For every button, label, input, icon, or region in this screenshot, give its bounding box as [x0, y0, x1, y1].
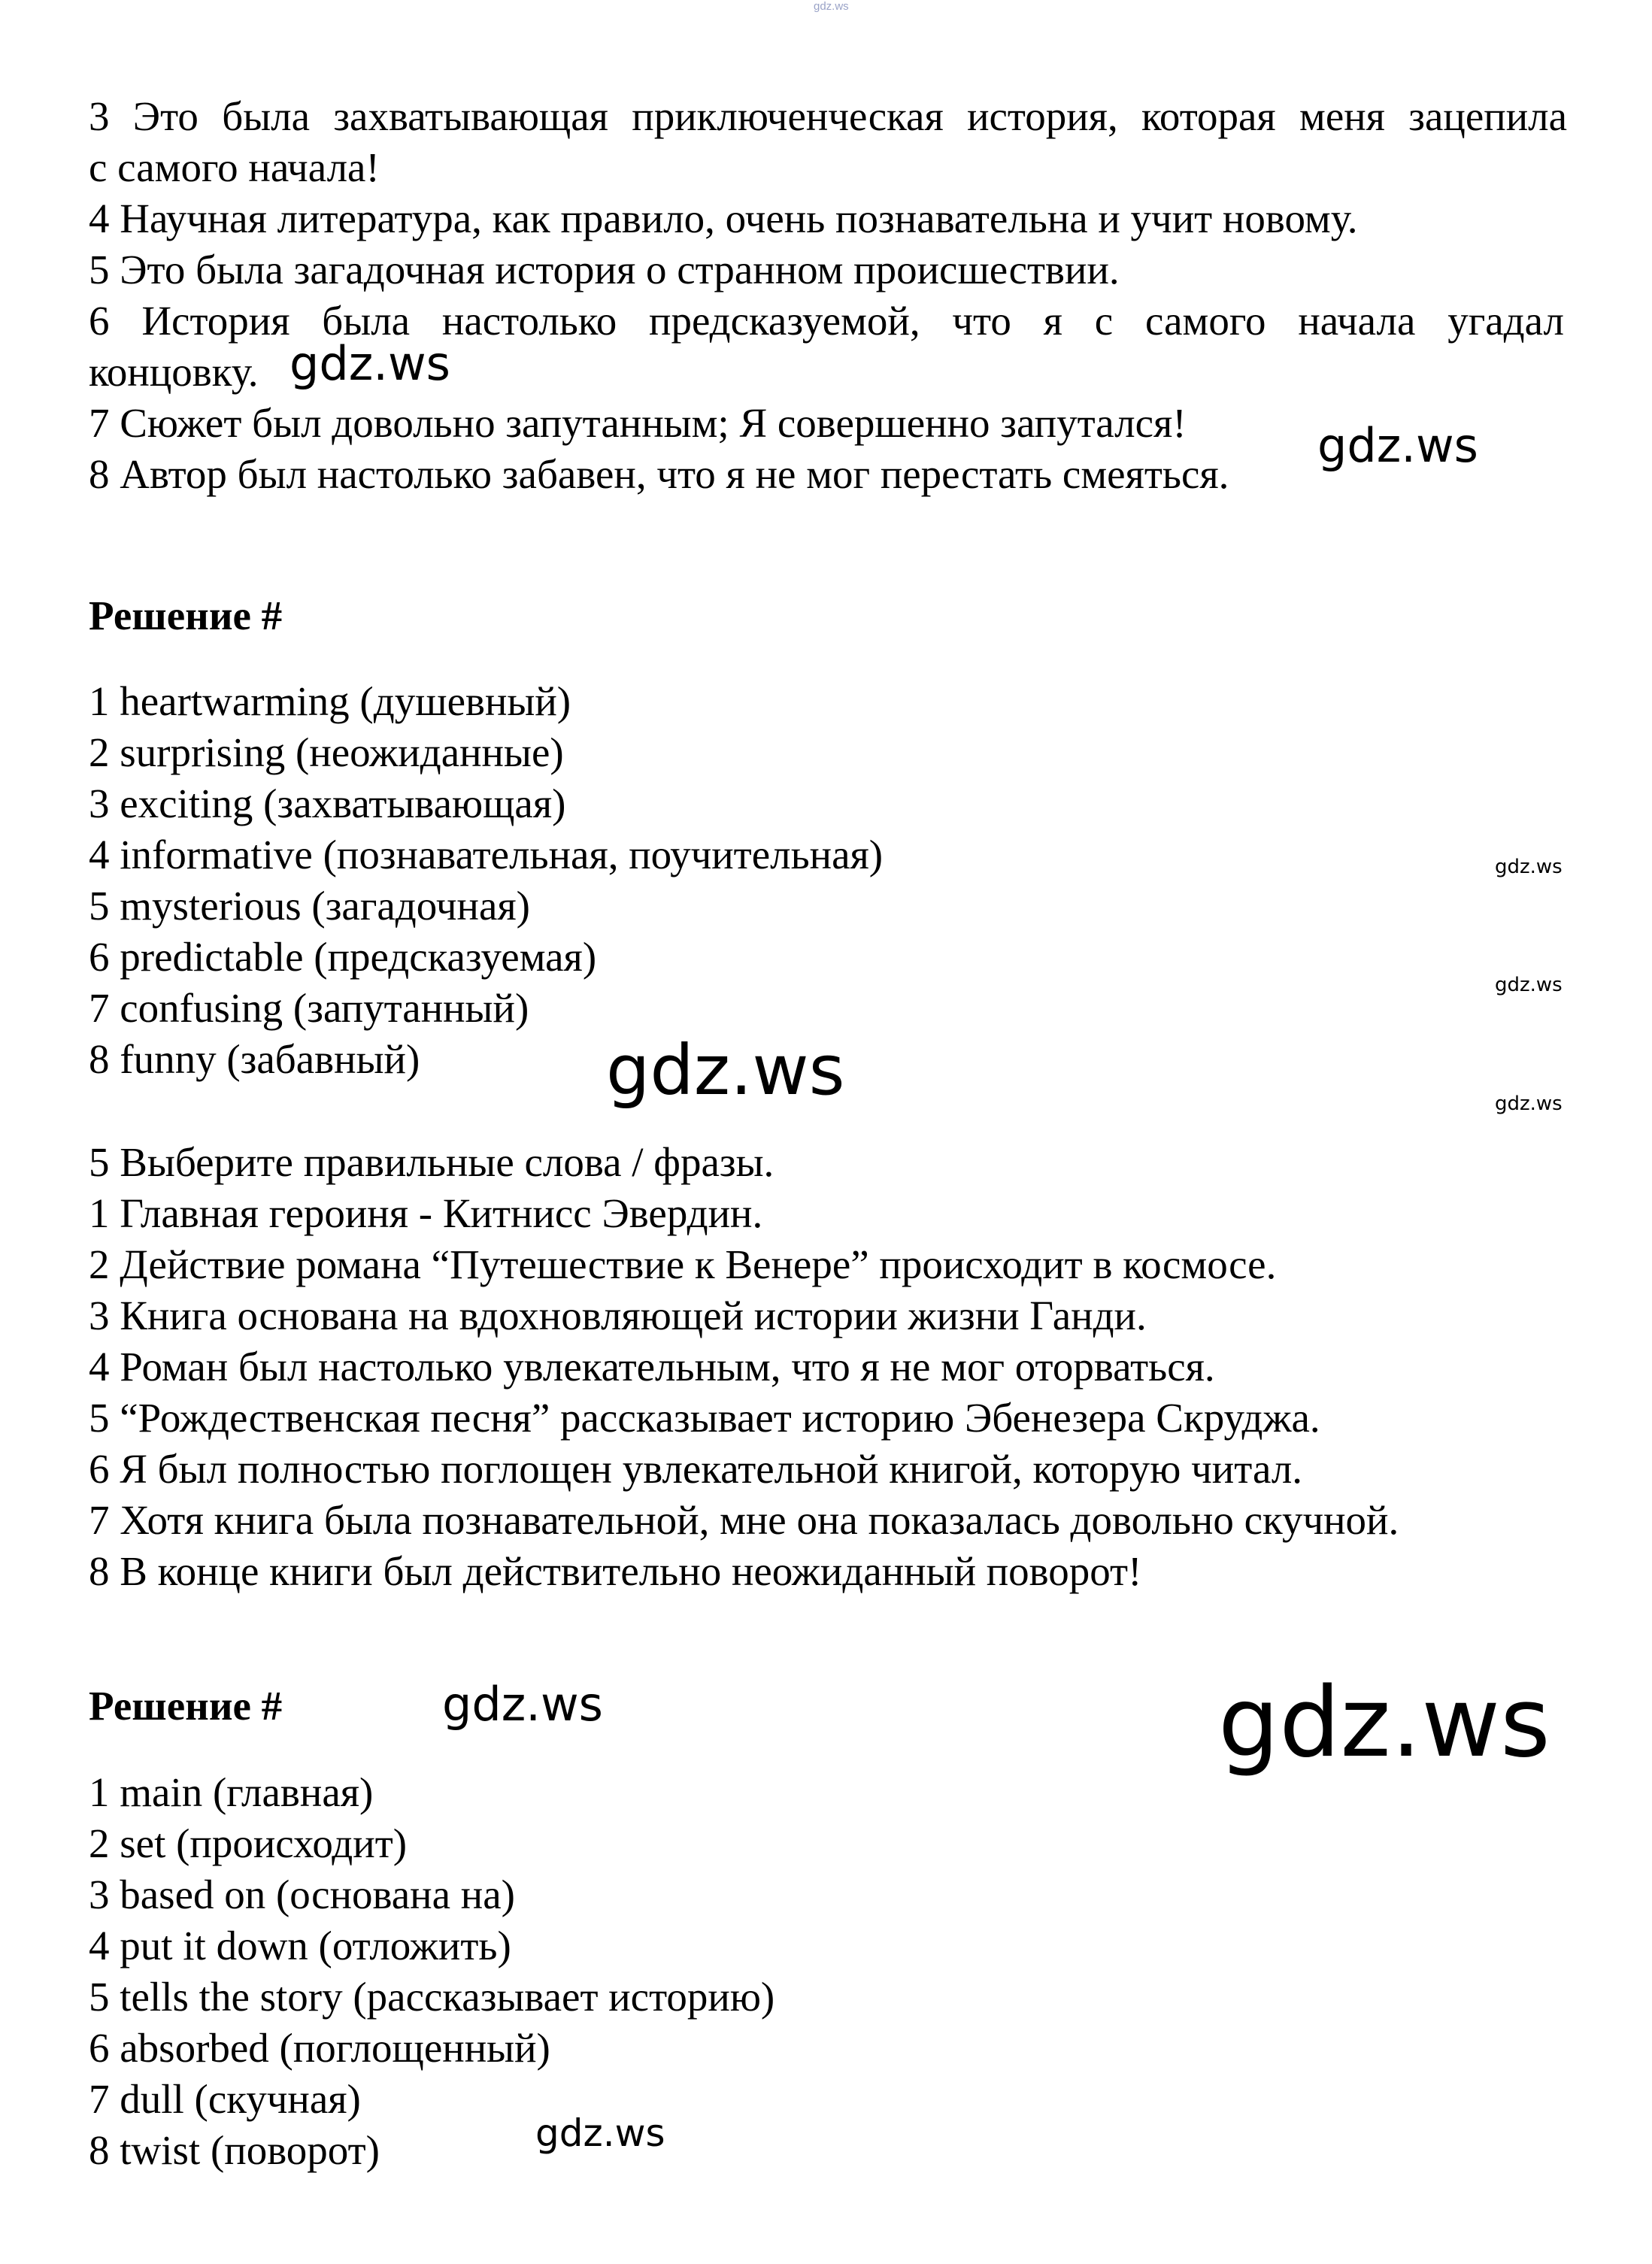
list-item: 7 dull (скучная)	[89, 2076, 361, 2122]
list-item: 7 confusing (запутанный)	[89, 985, 529, 1031]
watermark: gdz.ws	[1218, 1667, 1550, 1779]
exercise-line: 8 В конце книги был действительно неожиданный поворот!	[89, 1548, 1142, 1594]
list-item: 5 mysterious (загадочная)	[89, 883, 530, 929]
intro-line: с самого начала!	[89, 144, 380, 190]
watermark: gdz.ws	[1495, 856, 1563, 878]
list-item: 3 based on (основана на)	[89, 1872, 515, 1917]
list-item: 2 set (происходит)	[89, 1820, 408, 1866]
watermark: gdz.ws	[289, 336, 450, 391]
list-item: 1 main (главная)	[89, 1769, 374, 1815]
intro-line: 8 Автор был настолько забавен, что я не мог перестать смеяться.	[89, 451, 1229, 497]
watermark: gdz.ws	[1317, 418, 1478, 473]
list-item: 3 exciting (захватывающая)	[89, 780, 566, 826]
list-item: 4 informative (познавательная, поучительная)	[89, 832, 884, 877]
top-watermark: gdz.ws	[814, 0, 849, 13]
intro-line: концовку.	[89, 349, 259, 395]
solution-heading-1: Решение #	[89, 593, 283, 638]
exercise-line: 7 Хотя книга была познавательной, мне она показалась довольно скучной.	[89, 1497, 1399, 1543]
watermark: gdz.ws	[1495, 974, 1563, 996]
list-item: 4 put it down (отложить)	[89, 1923, 511, 1968]
intro-line: 6 История была настолько предсказуемой, что я с самого начала угадал	[89, 298, 1564, 344]
list-item: 5 tells the story (рассказывает историю)	[89, 1974, 775, 2020]
list-item: 6 absorbed (поглощенный)	[89, 2025, 550, 2071]
intro-line: 7 Сюжет был довольно запутанным; Я совершенно запутался!	[89, 400, 1187, 446]
watermark: gdz.ws	[535, 2111, 665, 2155]
list-item: 8 twist (поворот)	[89, 2127, 380, 2173]
list-item: 6 predictable (предсказуемая)	[89, 934, 597, 980]
exercise-5-translations	[89, 1137, 1564, 1597]
watermark: gdz.ws	[1495, 1093, 1563, 1115]
exercise-line: 5 Выберите правильные слова / фразы.	[89, 1139, 774, 1185]
solution-heading-2: Решение #	[89, 1683, 283, 1729]
watermark: gdz.ws	[606, 1030, 845, 1111]
exercise-line: 3 Книга основана на вдохновляющей истории жизни Ганди.	[89, 1293, 1147, 1338]
list-item: 1 heartwarming (душевный)	[89, 678, 571, 724]
exercise-line: 6 Я был полностью поглощен увлекательной книгой, которую читал.	[89, 1446, 1303, 1492]
exercise-line: 4 Роман был настолько увлекательным, что я не мог оторваться.	[89, 1344, 1215, 1390]
intro-line: 5 Это была загадочная история о странном происшествии.	[89, 247, 1120, 292]
exercise-line: 2 Действие романа “Путешествие к Венере” происходит в космосе.	[89, 1241, 1277, 1287]
solution-1-list	[89, 676, 1564, 1085]
intro-line: 4 Научная литература, как правило, очень познавательна и учит новому.	[89, 195, 1358, 241]
list-item: 2 surprising (неожиданные)	[89, 729, 564, 775]
watermark: gdz.ws	[442, 1677, 603, 1732]
exercise-line: 5 “Рождественская песня” рассказывает историю Эбенезера Скруджа.	[89, 1395, 1320, 1441]
solution-2-list	[89, 1767, 1564, 2176]
exercise-line: 1 Главная героиня - Китнисс Эвердин.	[89, 1190, 763, 1236]
list-item: 8 funny (забавный)	[89, 1036, 420, 1082]
intro-line: 3 Это была захватывающая приключенческая история, которая меня зацепила	[89, 93, 1567, 139]
